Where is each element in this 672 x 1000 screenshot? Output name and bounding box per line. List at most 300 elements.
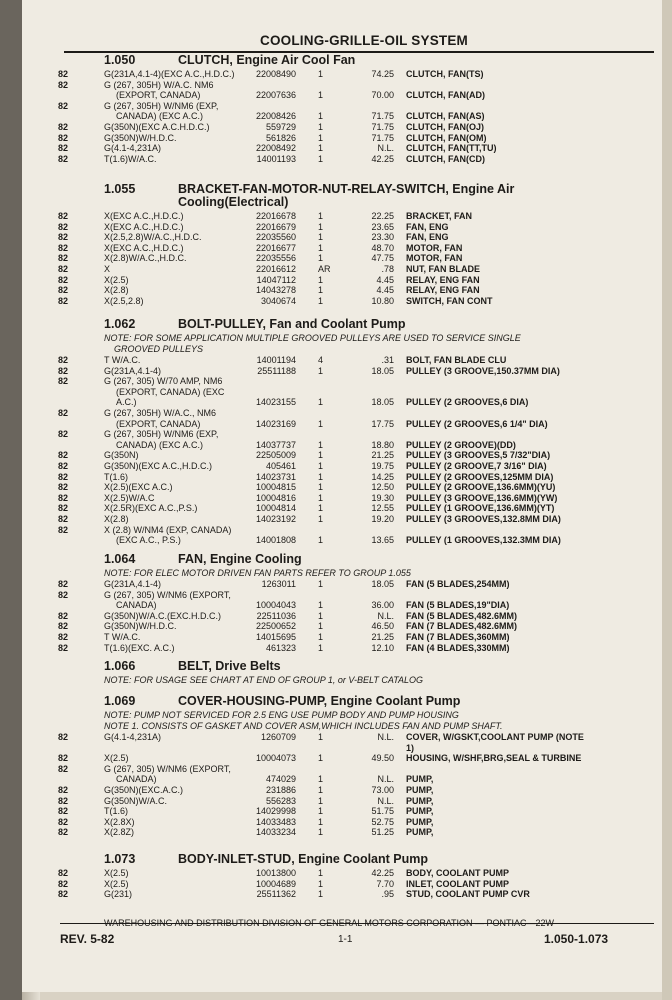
code-number: 82: [58, 621, 69, 632]
part-number: 561826: [265, 132, 296, 143]
application: G (267, 305H) W/NM6 (EXP,: [104, 100, 219, 111]
price: 18.05: [371, 365, 394, 376]
application: X(2.5): [104, 753, 129, 764]
price: 14.25: [371, 471, 394, 482]
application: X(2.8X): [104, 816, 135, 827]
part-description: CLUTCH, FAN(TS): [406, 69, 484, 79]
part-description: COVER, W/GSKT,COOLANT PUMP (NOTE: [406, 732, 584, 742]
part-description: 1): [406, 742, 415, 753]
quantity: 1: [318, 514, 324, 524]
price: 71.75: [371, 132, 394, 143]
application: X(2.8)W/A.C.,H.D.C.: [104, 253, 187, 264]
part-description: MOTOR, FAN: [406, 253, 463, 264]
quantity: 1: [318, 450, 324, 461]
quantity: 1: [318, 69, 324, 79]
quantity: 1: [318, 868, 324, 878]
part-row: [22, 366, 662, 377]
part-description: PUMP,: [406, 827, 434, 838]
part-description: PULLEY (2 GROOVES,6 1/4" DIA): [406, 418, 548, 429]
quantity: 1: [318, 461, 324, 471]
part-row: [22, 774, 662, 785]
quantity: 1: [318, 397, 324, 408]
section-note: NOTE: PUMP NOT SERVICED FOR 2.5 ENG USE PUMP BODY AND PUMP HOUSING: [104, 710, 459, 720]
part-row: [22, 122, 662, 133]
code-number: 82: [58, 274, 69, 285]
code-number: 82: [58, 889, 69, 900]
part-number: 405461: [265, 461, 296, 471]
section-note: NOTE: FOR USAGE SEE CHART AT END OF GROUP 1, or V-BELT CATALOG: [104, 675, 424, 685]
quantity: 1: [318, 471, 324, 482]
part-row: [22, 600, 662, 611]
application: G(350N)(EXC A.C.,H.D.C.): [104, 461, 213, 471]
price: 47.75: [371, 253, 394, 264]
part-row: [22, 493, 662, 504]
part-number: 22035556: [255, 253, 296, 264]
part-number: 14001193: [256, 153, 296, 164]
quantity: 1: [318, 889, 324, 900]
price: 17.75: [371, 418, 394, 429]
part-number: 22035560: [255, 232, 296, 243]
application: G (267, 305H) W/NM6 (EXP,: [104, 429, 219, 440]
part-description: NUT, FAN BLADE: [406, 264, 480, 274]
code-number: 82: [58, 785, 69, 795]
price: 23.30: [371, 232, 394, 243]
part-number: 14015695: [255, 632, 296, 642]
section-title: [104, 53, 355, 67]
quantity: 1: [318, 827, 324, 838]
quantity: 1: [318, 122, 324, 132]
quantity: 1: [318, 610, 324, 621]
quantity: 1: [318, 632, 324, 642]
part-description: INLET, COOLANT PUMP: [406, 878, 509, 889]
part-description: PUMP,: [406, 785, 434, 795]
price: 12.50: [371, 482, 394, 493]
section-heading: CLUTCH, Engine Air Cool Fan: [178, 53, 356, 67]
section-number: 1.064: [104, 552, 136, 566]
part-description: PUMP,: [406, 816, 434, 827]
price: 18.05: [371, 397, 394, 408]
part-description: CLUTCH, FAN(OM): [406, 132, 487, 143]
application: T(1.6)(EXC. A.C.): [104, 642, 175, 653]
part-description: PULLEY (2 GROOVE,7 3/16" DIA): [406, 461, 547, 471]
section-title: [104, 852, 428, 866]
quantity: 1: [318, 274, 324, 285]
section-number: 1.055: [104, 182, 136, 196]
section-note: NOTE 1. CONSISTS OF GASKET AND COVER ASM,WHICH INCLUDES FAN AND PUMP SHAFT.: [104, 721, 503, 731]
part-number: 22500652: [255, 621, 296, 632]
part-row: [22, 275, 662, 286]
code-number: 82: [58, 450, 69, 461]
application: G(231A,4.1-4): [104, 365, 162, 376]
price: 4.45: [376, 274, 394, 285]
code-number: 82: [58, 264, 69, 274]
price: 71.75: [371, 111, 394, 122]
part-number: 461323: [265, 642, 296, 653]
quantity: 1: [318, 365, 324, 376]
code-number: 82: [58, 365, 69, 376]
part-number: 22016679: [255, 221, 296, 232]
application: CANADA) (EXC A.C.): [116, 111, 204, 122]
part-row: [22, 732, 662, 743]
part-number: 10004815: [255, 482, 296, 493]
code-number: 82: [58, 763, 69, 774]
part-row: [22, 827, 662, 838]
footer-revision: REV. 5-82: [60, 932, 115, 946]
application: X(2.5): [104, 868, 129, 878]
part-description: CLUTCH, FAN(TT,TU): [406, 143, 497, 154]
part-description: FAN (5 BLADES,482.6MM): [406, 610, 518, 621]
part-row: [22, 133, 662, 144]
section-number: 1.069: [104, 694, 136, 708]
part-row: [22, 868, 662, 879]
part-row: [22, 376, 662, 387]
price: 23.65: [371, 221, 394, 232]
part-number: 22505009: [255, 450, 296, 461]
price: 10.80: [371, 295, 394, 306]
part-row: [22, 101, 662, 112]
application: X(2.8Z): [104, 827, 135, 838]
part-number: 10013800: [255, 868, 296, 878]
part-number: 10004043: [255, 600, 296, 611]
part-number: 22007636: [255, 90, 296, 101]
part-row: [22, 472, 662, 483]
application: G(350N)(EXC.A.C.): [104, 785, 184, 795]
code-number: 82: [58, 79, 69, 90]
application: A.C.): [116, 397, 137, 408]
part-description: PULLEY (2 GROOVE,136.6MM)(YU): [406, 482, 556, 493]
quantity: 1: [318, 806, 324, 817]
part-row: [22, 796, 662, 807]
part-number: 14001808: [255, 535, 296, 546]
footer-page-number: 1-1: [338, 934, 353, 945]
part-description: CLUTCH, FAN(CD): [406, 153, 485, 164]
part-row: [22, 69, 662, 80]
application: X (2.8) W/NM4 (EXP, CANADA): [104, 524, 232, 535]
quantity: 1: [318, 732, 324, 742]
quantity: 1: [318, 439, 324, 450]
part-number: 10004814: [255, 503, 296, 514]
code-number: 82: [58, 524, 69, 535]
price: 74.25: [371, 69, 394, 79]
price: 48.70: [371, 242, 394, 253]
part-number: 10004816: [255, 492, 296, 503]
code-number: 82: [58, 579, 69, 589]
code-number: 82: [58, 69, 69, 79]
quantity: 4: [318, 355, 324, 365]
part-description: PULLEY (3 GROOVE,150.37MM DIA): [406, 365, 560, 376]
part-number: 14033234: [255, 827, 296, 838]
part-number: 14037737: [255, 439, 296, 450]
quantity: 1: [318, 111, 324, 122]
price: 42.25: [371, 868, 394, 878]
part-description: PULLEY (3 GROOVES,5 7/32"DIA): [406, 450, 551, 461]
application: G(4.1-4,231A): [104, 732, 162, 742]
application: X(2.5,2.8): [104, 295, 144, 306]
part-description: FAN, ENG: [406, 232, 449, 243]
application: G (267, 305) W/NM6 (EXPORT,: [104, 589, 231, 600]
part-row: [22, 621, 662, 632]
part-number: 25511362: [256, 889, 296, 900]
part-row: [22, 535, 662, 546]
part-description: STUD, COOLANT PUMP CVR: [406, 889, 530, 900]
price: .95: [381, 889, 394, 900]
part-number: 3040674: [260, 295, 296, 306]
price: 22.25: [371, 211, 394, 221]
part-row: [22, 419, 662, 430]
price: 12.10: [371, 642, 394, 653]
application: T W/A.C.: [104, 632, 141, 642]
part-row: [22, 525, 662, 536]
page-edge: [662, 0, 672, 1000]
part-description: PULLEY (2 GROOVES,125MM DIA): [406, 471, 554, 482]
part-number: 22008492: [255, 143, 296, 154]
price: .31: [381, 355, 394, 365]
code-number: 82: [58, 221, 69, 232]
price: N.L.: [377, 610, 394, 621]
part-description: BODY, COOLANT PUMP: [406, 868, 510, 878]
part-number: 1263011: [261, 579, 296, 589]
application: X(2.8): [104, 514, 129, 524]
price: 42.25: [371, 153, 394, 164]
application: G(350N): [104, 450, 139, 461]
part-number: 14033483: [255, 816, 296, 827]
code-number: 82: [58, 355, 69, 365]
application: G(350N)W/H.D.C.: [104, 621, 177, 632]
section-heading: FAN, Engine Cooling: [178, 552, 302, 566]
part-row: [22, 408, 662, 419]
code-number: 82: [58, 285, 69, 296]
application: G(350N)W/A.C.(EXC.H.D.C.): [104, 610, 222, 621]
application: T(1.6): [104, 471, 129, 482]
section-number: 1.050: [104, 53, 136, 67]
part-row: [22, 143, 662, 154]
code-number: 82: [58, 610, 69, 621]
part-description: CLUTCH, FAN(AD): [406, 90, 485, 101]
quantity: 1: [318, 132, 324, 143]
part-row: [22, 817, 662, 828]
book-binding: [0, 0, 22, 1000]
code-number: 82: [58, 732, 69, 742]
part-row: [22, 482, 662, 493]
part-description: FAN, ENG: [406, 221, 449, 232]
quantity: 1: [318, 785, 324, 795]
code-number: 82: [58, 806, 69, 817]
section-title: [104, 552, 302, 566]
part-row: [22, 889, 662, 900]
price: 52.75: [371, 816, 394, 827]
code-number: 82: [58, 232, 69, 243]
part-number: 14029998: [255, 806, 296, 817]
code-number: 82: [58, 503, 69, 514]
application: G(350N)W/A.C.: [104, 795, 168, 806]
part-description: BOLT, FAN BLADE CLU: [406, 355, 507, 365]
code-number: 82: [58, 408, 69, 418]
part-description: FAN (5 BLADES,254MM): [406, 579, 510, 589]
section-heading: BOLT-PULLEY, Fan and Coolant Pump: [178, 317, 406, 331]
quantity: 1: [318, 211, 324, 221]
quantity: 1: [318, 642, 324, 653]
part-description: FAN (5 BLADES,19"DIA): [406, 600, 510, 611]
application: T(1.6)W/A.C.: [104, 153, 157, 164]
application: G(231A,4.1-4)(EXC A.C.,H.D.C.): [104, 69, 235, 79]
price: 46.50: [371, 621, 394, 632]
price: 21.25: [371, 450, 394, 461]
part-number: 14023731: [255, 471, 296, 482]
section-note: GROOVED PULLEYS: [114, 344, 204, 354]
price: 13.65: [371, 535, 394, 546]
part-number: 10004073: [255, 753, 296, 764]
part-row: [22, 285, 662, 296]
part-number: 14023155: [255, 397, 296, 408]
section-heading: BODY-INLET-STUD, Engine Coolant Pump: [178, 852, 428, 866]
part-number: 22016678: [255, 211, 296, 221]
part-row: [22, 90, 662, 101]
price: 70.00: [371, 90, 394, 101]
part-row: [22, 879, 662, 890]
part-description: PUMP,: [406, 806, 434, 817]
part-number: 22511036: [256, 610, 296, 621]
part-row: [22, 785, 662, 796]
code-number: 82: [58, 514, 69, 524]
part-row: [22, 503, 662, 514]
part-number: 14023192: [255, 514, 296, 524]
code-number: 82: [58, 122, 69, 132]
quantity: 1: [318, 795, 324, 806]
part-number: 22016612: [255, 264, 296, 274]
application: G(350N)W/H.D.C.: [104, 132, 177, 143]
part-number: 556283: [265, 795, 296, 806]
part-row: [22, 80, 662, 91]
application: G (267, 305H) W/A.C., NM6: [104, 408, 217, 418]
part-description: RELAY, ENG FAN: [406, 274, 480, 285]
application: G(4.1-4,231A): [104, 143, 162, 154]
price: 36.00: [371, 600, 394, 611]
quantity: AR: [318, 264, 331, 274]
code-number: 82: [58, 878, 69, 889]
part-number: 22008490: [255, 69, 296, 79]
footer-group-range: 1.050-1.073: [544, 932, 609, 946]
part-row: [22, 590, 662, 601]
price: N.L.: [377, 795, 394, 806]
part-description: CLUTCH, FAN(AS): [406, 111, 485, 122]
quantity: 1: [318, 878, 324, 889]
part-description: CLUTCH, FAN(OJ): [406, 122, 484, 132]
part-number: 22016677: [255, 242, 296, 253]
code-number: 82: [58, 632, 69, 642]
quantity: 1: [318, 221, 324, 232]
section-number: 1.073: [104, 852, 136, 866]
part-description: PUMP,: [406, 795, 434, 806]
application: X(EXC A.C.,H.D.C.): [104, 221, 184, 232]
price: 18.80: [371, 439, 394, 450]
part-number: 231886: [265, 785, 296, 795]
part-row: [22, 429, 662, 440]
price: N.L.: [377, 774, 394, 785]
application: CANADA): [116, 600, 157, 611]
application: CANADA): [116, 774, 157, 785]
part-row: [22, 232, 662, 243]
part-number: 25511188: [257, 365, 296, 376]
part-row: [22, 632, 662, 643]
part-description: PULLEY (3 GROOVE,136.6MM)(YW): [406, 492, 558, 503]
section-title: [104, 182, 514, 196]
code-number: 82: [58, 253, 69, 264]
part-description: RELAY, ENG FAN: [406, 285, 480, 296]
part-row: [22, 264, 662, 275]
code-number: 82: [58, 827, 69, 838]
application: T W/A.C.: [104, 355, 141, 365]
section-heading-continued: Cooling(Electrical): [178, 195, 289, 209]
quantity: 1: [318, 600, 324, 611]
part-row: [22, 643, 662, 654]
quantity: 1: [318, 579, 324, 589]
page-header: COOLING-GRILLE-OIL SYSTEM: [260, 33, 469, 48]
part-row: [22, 450, 662, 461]
application: (EXPORT, CANADA): [116, 90, 201, 101]
code-number: 82: [58, 376, 69, 387]
code-number: 82: [58, 143, 69, 154]
part-description: BRACKET, FAN: [406, 211, 473, 221]
code-number: 82: [58, 589, 69, 600]
section-title: [104, 659, 281, 673]
part-description: FAN (4 BLADES,330MM): [406, 642, 510, 653]
part-row: [22, 579, 662, 590]
application: X: [104, 264, 111, 274]
application: X(2.8): [104, 285, 129, 296]
section-title: [104, 694, 460, 708]
part-description: PULLEY (2 GROOVE)(DD): [406, 439, 516, 450]
section-number: 1.062: [104, 317, 136, 331]
part-number: 14001194: [256, 355, 296, 365]
code-number: 82: [58, 153, 69, 164]
part-row: [22, 387, 662, 398]
section-heading: COVER-HOUSING-PUMP, Engine Coolant Pump: [178, 694, 461, 708]
part-row: [22, 355, 662, 366]
code-number: 82: [58, 100, 69, 111]
part-row: [22, 253, 662, 264]
application: G(231A,4.1-4): [104, 579, 162, 589]
part-number: 14047112: [256, 274, 296, 285]
price: 19.75: [371, 461, 394, 471]
catalog-page: [22, 0, 662, 992]
price: 51.75: [371, 806, 394, 817]
part-number: 22008426: [255, 111, 296, 122]
part-row: [22, 764, 662, 775]
code-number: 82: [58, 471, 69, 482]
quantity: 1: [318, 153, 324, 164]
application: (EXC A.C., P.S.): [116, 535, 181, 546]
application: G (267, 305) W/NM6 (EXPORT,: [104, 763, 231, 774]
part-description: FAN (7 BLADES,482.6MM): [406, 621, 518, 632]
part-row: [22, 440, 662, 451]
application: G (267, 305) W/70 AMP, NM6: [104, 376, 223, 387]
part-number: 1260709: [260, 732, 296, 742]
code-number: 82: [58, 461, 69, 471]
application: (EXPORT, CANADA) (EXC: [116, 386, 225, 397]
code-number: 82: [58, 132, 69, 143]
application: X(2.5,2.8)W/A.C.,H.D.C.: [104, 232, 202, 243]
price: N.L.: [377, 732, 394, 742]
code-number: 82: [58, 211, 69, 221]
price: 19.20: [371, 514, 394, 524]
price: 4.45: [376, 285, 394, 296]
part-row: [22, 222, 662, 233]
part-number: 10004689: [255, 878, 296, 889]
quantity: 1: [318, 482, 324, 493]
part-description: PULLEY (1 GROOVE,136.6MM)(YT): [406, 503, 555, 514]
application: X(2.5): [104, 878, 129, 889]
code-number: 82: [58, 642, 69, 653]
